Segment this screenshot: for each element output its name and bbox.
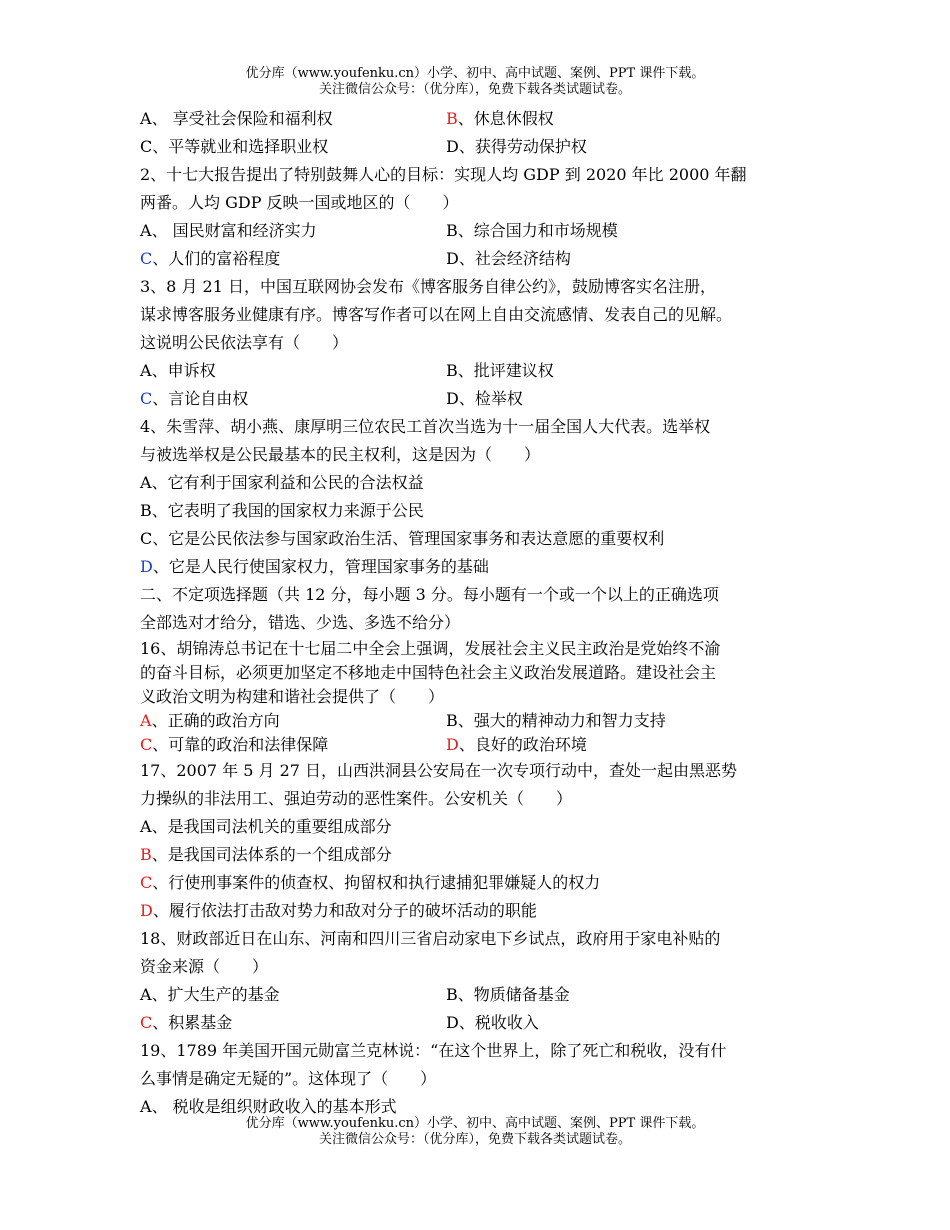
option-c: [140, 385, 446, 413]
option-line: [140, 813, 820, 841]
text-line: 19、1789 年美国开国元勋富兰克林说：“在这个世界上，除了死亡和税收，没有什: [140, 1041, 727, 1060]
option-row: [140, 105, 820, 133]
option-b: [446, 981, 570, 1009]
text-line: 么事情是确定无疑的”。这体现了（ ）: [140, 1069, 437, 1088]
option-text: 、可靠的政治和法律保障: [152, 735, 329, 754]
option-letter: D: [140, 557, 153, 576]
option-text: 、扩大生产的基金: [151, 985, 280, 1004]
option-b: [446, 217, 618, 245]
option-c: [140, 1009, 446, 1037]
option-row: [140, 357, 820, 385]
option-b: [140, 841, 392, 869]
option-text: 、 享受社会保险和福利权: [151, 109, 333, 128]
option-a: [140, 981, 446, 1009]
option-text: 、批评建议权: [457, 361, 554, 380]
option-letter: A: [140, 473, 152, 492]
option-d: [140, 897, 537, 925]
option-line: [140, 525, 820, 553]
option-text: 、积累基金: [152, 1013, 233, 1032]
option-a: [140, 813, 392, 841]
option-text: 、综合国力和市场规模: [457, 221, 618, 240]
option-row: [140, 733, 820, 757]
option-letter: D: [446, 249, 459, 268]
option-letter: D: [446, 735, 459, 754]
option-row: [140, 709, 820, 733]
option-letter: A: [140, 711, 152, 730]
option-letter: A: [140, 985, 152, 1004]
option-text: 、行使刑事案件的侦查权、拘留权和执行逮捕犯罪嫌疑人的权力: [152, 873, 601, 892]
option-d: [446, 245, 571, 273]
text-line: 资金来源（ ）: [140, 957, 269, 976]
text-line: 2、十七大报告提出了特别鼓舞人心的目标：实现人均 GDP 到 2020 年比 2000 年翻: [140, 165, 747, 184]
option-a: [140, 105, 446, 133]
option-text: 、 税收是组织财政收入的基本形式: [151, 1097, 397, 1116]
footer-line-1: 优分库（www.youfenku.cn）小学、初中、高中试题、案例、PPT 课件下载。: [245, 1116, 705, 1131]
option-row: [140, 385, 820, 413]
option-text: 、获得劳动保护权: [458, 137, 587, 156]
text-line: 16、胡锦涛总书记在十七届二中全会上强调，发展社会主义民主政治是党始终不渝: [140, 639, 721, 658]
option-line: [140, 469, 820, 497]
option-text: 、强大的精神动力和智力支持: [457, 711, 666, 730]
option-c: [140, 525, 664, 553]
option-line: [140, 869, 820, 897]
option-letter: B: [446, 985, 458, 1004]
option-d: [446, 733, 587, 757]
option-text: 、是我国司法机关的重要组成部分: [151, 817, 392, 836]
option-text: 、它表明了我国的国家权力来源于公民: [151, 501, 424, 520]
option-b: [446, 357, 554, 385]
option-letter: A: [140, 221, 152, 240]
option-letter: B: [446, 361, 458, 380]
option-letter: C: [140, 389, 153, 408]
option-letter: C: [140, 137, 153, 156]
option-letter: D: [140, 901, 153, 920]
header-line-2: 关注微信公众号：（优分库），免费下载各类试题试卷。: [318, 82, 631, 97]
option-c: [140, 133, 446, 161]
option-text: 、休息休假权: [457, 109, 554, 128]
option-d: [140, 553, 489, 581]
exam-content: [140, 105, 820, 1121]
page-header: [0, 66, 950, 98]
option-letter: B: [446, 109, 458, 128]
option-a: [140, 709, 446, 733]
option-text: 、人们的富裕程度: [152, 249, 281, 268]
text-line: 力操纵的非法用工、强迫劳动的恶性案件。公安机关（ ）: [140, 789, 573, 808]
option-d: [446, 1009, 539, 1037]
option-d: [446, 133, 587, 161]
option-text: 、良好的政治环境: [458, 735, 587, 754]
option-letter: C: [140, 735, 153, 754]
option-letter: B: [140, 501, 152, 520]
option-line: [140, 553, 820, 581]
option-letter: B: [140, 845, 152, 864]
text-line: 与被选举权是公民最基本的民主权利，这是因为（ ）: [140, 445, 541, 464]
option-row: [140, 1009, 820, 1037]
option-letter: C: [140, 873, 153, 892]
option-b: [446, 105, 554, 133]
option-row: [140, 245, 820, 273]
text-line: 这说明公民依法享有（ ）: [140, 333, 349, 352]
option-line: [140, 841, 820, 869]
option-letter: B: [446, 221, 458, 240]
option-text: 、履行依法打击敌对势力和敌对分子的破坏活动的职能: [152, 901, 537, 920]
option-text: 、申诉权: [151, 361, 216, 380]
option-b: [140, 497, 424, 525]
option-letter: C: [140, 249, 153, 268]
option-letter: D: [446, 1013, 459, 1032]
page-footer: [0, 1116, 950, 1148]
option-a: [140, 357, 446, 385]
text-line: 3、8 月 21 日，中国互联网协会发布《博客服务自律公约》，鼓励博客实名注册，: [140, 277, 716, 296]
option-letter: A: [140, 361, 152, 380]
text-line: 两番。人均 GDP 反映一国或地区的（ ）: [140, 193, 459, 212]
option-text: 、它是公民依法参与国家政治生活、管理国家事务和表达意愿的重要权利: [152, 529, 665, 548]
text-line: 谋求博客服务业健康有序。博客写作者可以在网上自由交流感情、发表自己的见解。: [140, 305, 733, 324]
text-line: 4、朱雪萍、胡小燕、康厚明三位农民工首次当选为十一届全国人大代表。选举权: [140, 417, 711, 436]
option-row: [140, 217, 820, 245]
option-text: 、税收收入: [458, 1013, 539, 1032]
option-d: [446, 385, 523, 413]
option-letter: A: [140, 1097, 152, 1116]
text-line: 的奋斗目标，必须更加坚定不移地走中国特色社会主义政治发展道路。建设社会主: [140, 663, 717, 682]
option-a: [140, 217, 446, 245]
text-line: 全部选对才给分，错选、少选、多选不给分）: [140, 613, 461, 632]
option-text: 、社会经济结构: [458, 249, 571, 268]
option-line: [140, 497, 820, 525]
option-letter: A: [140, 817, 152, 836]
option-a: [140, 469, 424, 497]
text-line: 二、不定项选择题（共 12 分，每小题 3 分。每小题有一个或一个以上的正确选项: [140, 585, 719, 604]
text-line: 17、2007 年 5 月 27 日，山西洪洞县公安局在一次专项行动中，查处一起由黑恶势: [140, 761, 738, 780]
option-text: 、它是人民行使国家权力，管理国家事务的基础: [152, 557, 489, 576]
text-line: 18、财政部近日在山东、河南和四川三省启动家电下乡试点，政府用于家电补贴的: [140, 929, 721, 948]
option-text: 、 国民财富和经济实力: [151, 221, 317, 240]
option-c: [140, 733, 446, 757]
option-line: [140, 897, 820, 925]
option-text: 、言论自由权: [152, 389, 249, 408]
option-c: [140, 869, 600, 897]
option-b: [446, 709, 666, 733]
option-c: [140, 245, 446, 273]
option-text: 、检举权: [458, 389, 523, 408]
option-letter: D: [446, 137, 459, 156]
option-text: 、物质储备基金: [457, 985, 570, 1004]
option-text: 、它有利于国家利益和公民的合法权益: [151, 473, 424, 492]
text-line: 义政治文明为构建和谐社会提供了（ ）: [140, 687, 445, 706]
option-text: 、正确的政治方向: [151, 711, 280, 730]
option-text: 、平等就业和选择职业权: [152, 137, 329, 156]
option-row: [140, 133, 820, 161]
footer-line-2: 关注微信公众号：（优分库），免费下载各类试题试卷。: [318, 1132, 631, 1147]
option-letter: D: [446, 389, 459, 408]
option-letter: A: [140, 109, 152, 128]
header-line-1: 优分库（www.youfenku.cn）小学、初中、高中试题、案例、PPT 课件下载。: [245, 66, 705, 81]
option-letter: B: [446, 711, 458, 730]
option-text: 、是我国司法体系的一个组成部分: [151, 845, 392, 864]
option-row: [140, 981, 820, 1009]
option-letter: C: [140, 1013, 153, 1032]
option-letter: C: [140, 529, 153, 548]
